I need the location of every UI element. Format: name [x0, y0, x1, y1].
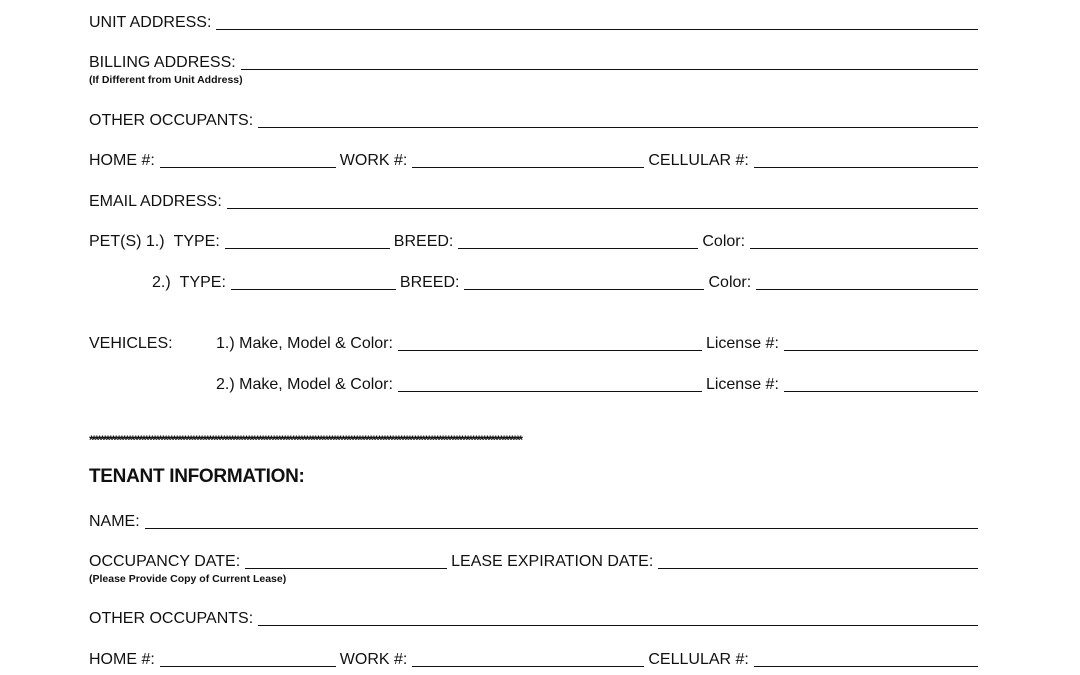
pet-2-breed-label: BREED: [399, 274, 460, 291]
vehicle-2-field[interactable] [398, 391, 702, 392]
pet-1-color-field[interactable] [750, 248, 978, 249]
tenant-cellular-phone-field[interactable] [754, 666, 978, 667]
work-phone-field[interactable] [412, 167, 644, 168]
vehicle-2-license-label: License #: [705, 376, 779, 393]
tenant-other-occupants-field[interactable] [258, 625, 978, 626]
tenant-cellular-phone-label: CELLULAR #: [648, 651, 749, 668]
tenant-name-field[interactable] [145, 528, 978, 529]
billing-address-row [89, 50, 978, 72]
occupancy-date-label: OCCUPANCY DATE: [89, 553, 241, 570]
email-label: EMAIL ADDRESS: [89, 193, 222, 210]
pet-2-label: 2.) [152, 274, 171, 291]
section-separator: ************************************************************************************************************************************************************ [89, 433, 522, 447]
lease-expiration-field[interactable] [658, 568, 978, 569]
tenant-phone-row [89, 647, 978, 669]
vehicle-1-license-field[interactable] [784, 350, 978, 351]
vehicle-2-row [89, 372, 978, 394]
tenant-other-occupants-label: OTHER OCCUPANTS: [89, 610, 254, 627]
billing-address-note: (If Different from Unit Address) [89, 74, 243, 86]
tenant-work-phone-field[interactable] [412, 666, 644, 667]
tenant-information-heading: TENANT INFORMATION: [89, 466, 305, 487]
pet-2-type-field[interactable] [231, 289, 396, 290]
pet-2-color-field[interactable] [756, 289, 978, 290]
pet-1-color-label: Color: [702, 233, 746, 250]
vehicle-2-license-field[interactable] [784, 391, 978, 392]
billing-address-field[interactable] [241, 69, 978, 70]
tenant-other-occupants-row [89, 606, 978, 628]
unit-address-field[interactable] [216, 29, 978, 30]
unit-address-row [89, 10, 978, 32]
vehicle-1-row [89, 331, 978, 353]
occupancy-row [89, 549, 978, 571]
unit-address-label: UNIT ADDRESS: [89, 14, 212, 31]
lease-expiration-label: LEASE EXPIRATION DATE: [451, 553, 654, 570]
vehicle-2-label: 2.) Make, Model & Color: [216, 376, 393, 393]
vehicle-1-label: 1.) Make, Model & Color: [216, 335, 393, 352]
lease-copy-note: (Please Provide Copy of Current Lease) [89, 573, 287, 585]
tenant-home-phone-field[interactable] [160, 666, 336, 667]
pet-2-color-label: Color: [708, 274, 752, 291]
tenant-work-phone-label: WORK #: [339, 651, 408, 668]
vehicle-1-field[interactable] [398, 350, 702, 351]
tenant-home-phone-label: HOME #: [89, 651, 155, 668]
cellular-phone-label: CELLULAR #: [648, 152, 749, 169]
home-phone-field[interactable] [160, 167, 336, 168]
pet-1-breed-field[interactable] [458, 248, 698, 249]
email-row [89, 189, 978, 211]
other-occupants-field[interactable] [258, 127, 978, 128]
pet-1-type-label: TYPE: [173, 233, 220, 250]
email-field[interactable] [227, 208, 978, 209]
pet-2-type-label: TYPE: [179, 274, 226, 291]
vehicle-1-license-label: License #: [705, 335, 779, 352]
tenant-name-row [89, 509, 978, 531]
pet-2-row [89, 270, 978, 292]
work-phone-label: WORK #: [339, 152, 408, 169]
pets-label: PET(S) 1.) [89, 233, 165, 250]
pet-1-type-field[interactable] [225, 248, 390, 249]
occupancy-date-field[interactable] [245, 568, 447, 569]
other-occupants-row [89, 108, 978, 130]
vehicles-label: VEHICLES: [89, 335, 173, 352]
pet-2-breed-field[interactable] [464, 289, 704, 290]
pet-1-breed-label: BREED: [393, 233, 454, 250]
pet-1-row [89, 229, 978, 251]
billing-address-label: BILLING ADDRESS: [89, 54, 236, 71]
home-phone-label: HOME #: [89, 152, 155, 169]
tenant-name-label: NAME: [89, 513, 140, 530]
cellular-phone-field[interactable] [754, 167, 978, 168]
other-occupants-label: OTHER OCCUPANTS: [89, 112, 254, 129]
phone-row [89, 148, 978, 170]
